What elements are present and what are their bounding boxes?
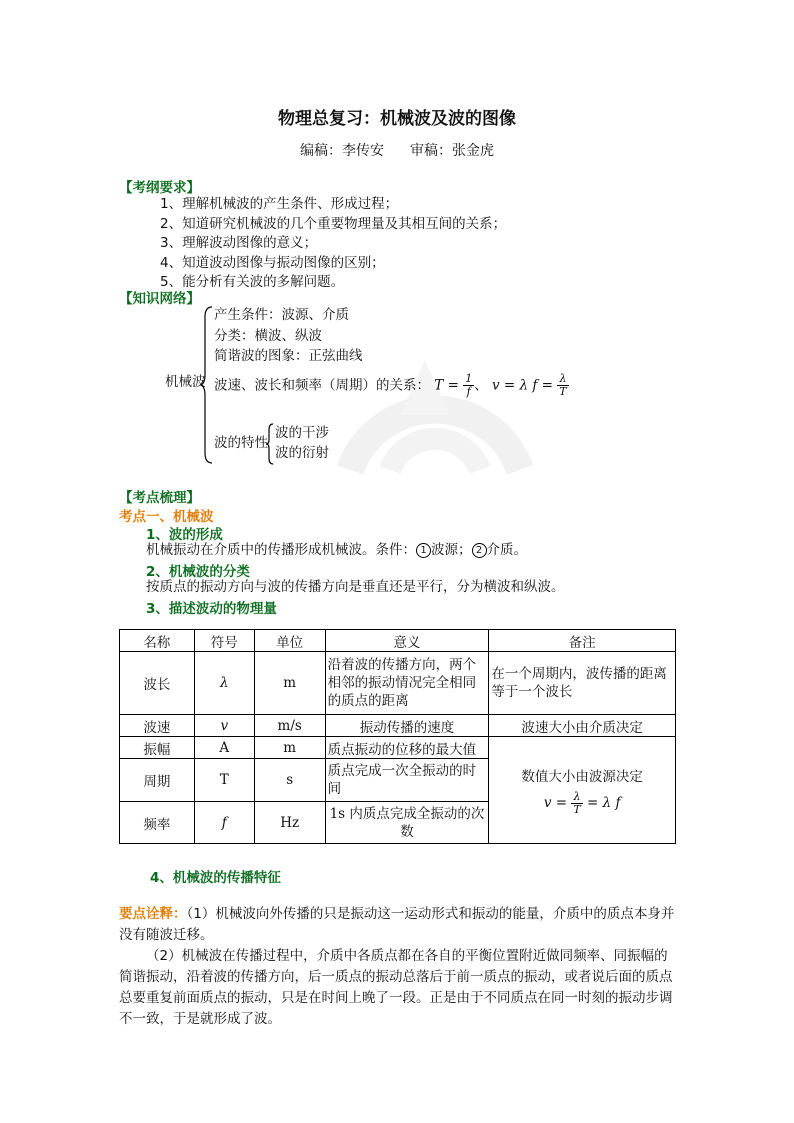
table-header: 备注 [489, 630, 676, 652]
network-branch: 简谐波的图象：正弦曲线 [214, 348, 363, 364]
table-header: 符号 [194, 630, 254, 652]
table-cell: m [254, 737, 325, 759]
formula-fraction [571, 791, 582, 816]
table-header: 单位 [254, 630, 325, 652]
shared-formula [491, 791, 673, 816]
syllabus-list [160, 195, 506, 293]
section-title: 3、描述波动的物理量 [146, 601, 277, 617]
table-cell: 振幅 [120, 737, 195, 759]
table-cell: 质点振动的位移的最大值 [325, 737, 489, 759]
property-item: 波的衍射 [275, 445, 329, 461]
period-fraction [463, 373, 474, 398]
fraction-numerator: λ [571, 791, 582, 804]
shared-note-cell [489, 737, 676, 844]
explanation-paragraph-1 [119, 904, 679, 946]
document-title: 物理总复习：机械波及波的图像 [278, 109, 516, 129]
fraction-denominator: T [573, 802, 581, 816]
editor-name: 编稿：李传安 [300, 143, 384, 159]
table-cell: 振动传播的速度 [325, 715, 489, 737]
table-cell: 频率 [120, 802, 195, 844]
table-cell: 沿着波的传播方向，两个相邻的振动情况完全相同的质点的距离 [325, 652, 489, 715]
editors-line [0, 140, 794, 160]
body-text: 介质。 [486, 542, 527, 558]
section-title: 2、机械波的分类 [146, 564, 250, 580]
section-title: 4、机械波的传播特征 [150, 870, 281, 886]
quantities-table [119, 629, 676, 844]
table-header-row [120, 630, 676, 652]
period-formula-left: T = [434, 377, 459, 394]
table-cell: v [194, 715, 254, 737]
table-cell: T [194, 759, 254, 802]
formula-right: = λ f [587, 794, 621, 811]
network-brace [200, 305, 214, 465]
reviewer-name: 审稿：张金虎 [410, 143, 494, 159]
fraction-denominator: f [466, 385, 471, 398]
table-cell: 1s 内质点完成全振动的次数 [325, 802, 489, 844]
table-cell: 波长 [120, 652, 195, 715]
network-formula-row [214, 373, 569, 398]
network-branch: 波速、波长和频率（周期）的关系： [214, 377, 430, 394]
table-row [120, 737, 676, 759]
table-header: 名称 [120, 630, 195, 652]
syllabus-heading: 【考纲要求】 [119, 180, 200, 196]
table-row [120, 715, 676, 737]
property-item: 波的干涉 [275, 425, 329, 441]
network-root: 机械波 [165, 374, 206, 390]
table-cell: 在一个周期内，波传播的距离等于一个波长 [489, 652, 676, 715]
syllabus-item: 1、理解机械波的产生条件、形成过程； [160, 196, 399, 212]
table-cell: Hz [254, 802, 325, 844]
formula-left: v = [543, 794, 568, 811]
table-cell: 波速大小由介质决定 [489, 715, 676, 737]
shared-note: 数值大小由波源决定 [521, 768, 643, 785]
section-body [146, 541, 527, 561]
body-text: 机械振动在介质中的传播形成机械波。条件： [146, 542, 416, 558]
circled-number: 1 [416, 543, 431, 558]
table-cell: m/s [254, 715, 325, 737]
points-heading: 【考点梳理】 [119, 490, 200, 506]
syllabus-item: 4、知道波动图像与振动图像的区别； [160, 254, 385, 271]
fraction-numerator: λ [557, 373, 568, 386]
network-branch: 产生条件：波源、介质 [214, 307, 349, 323]
table-cell: 周期 [120, 759, 195, 802]
table-cell: s [254, 759, 325, 802]
syllabus-item: 3、理解波动图像的意义； [160, 235, 318, 251]
section-title: 1、波的形成 [146, 527, 223, 543]
table-cell: 质点完成一次全振动的时间 [325, 759, 489, 802]
table-cell: λ [194, 652, 254, 715]
table-cell: A [194, 737, 254, 759]
velocity-fraction [557, 373, 568, 398]
velocity-formula-left: v = λ f = [492, 377, 553, 394]
syllabus-item: 2、知道研究机械波的几个重要物理量及其相互间的关系； [160, 215, 507, 232]
explanation-paragraph-2: （2）机械波在传播过程中，介质中各质点都在各自的平衡位置附近做同频率、同振幅的简谐振动，沿着波的传播方向，后一质点的振动总落后于前一质点的振动，或者说后面的质点总要重复前面质点的振动，只是在时间上晚了一段。正是由于不同质点在同一时刻的振动步调不一致，于是就形成了波。 [119, 948, 673, 1027]
circled-number: 2 [472, 543, 487, 558]
table-row [120, 652, 676, 715]
syllabus-item: 5、能分析有关波的多解问题。 [160, 274, 345, 290]
table-cell: 波速 [120, 715, 195, 737]
explain-label: 要点诠释： [119, 906, 187, 922]
explain-text: （1）机械波向外传播的只是振动这一运动形式和振动的能量，介质中的质点本身并没有随波迁移。 [119, 906, 675, 943]
topic-heading: 考点一、机械波 [119, 509, 214, 525]
formula-separator: 、 [474, 377, 488, 394]
network-branch: 分类：横波、纵波 [214, 328, 322, 344]
property-brace [265, 423, 275, 465]
network-property: 波的特性 [214, 435, 268, 451]
table-header: 意义 [325, 630, 489, 652]
fraction-denominator: T [559, 385, 567, 398]
table-cell: f [194, 802, 254, 844]
body-text: 波源； [431, 542, 472, 558]
section-body: 按质点的振动方向与波的传播方向是垂直还是平行，分为横波和纵波。 [146, 579, 565, 595]
network-heading: 【知识网络】 [119, 291, 200, 307]
fraction-numerator: 1 [465, 372, 473, 385]
table-cell: m [254, 652, 325, 715]
